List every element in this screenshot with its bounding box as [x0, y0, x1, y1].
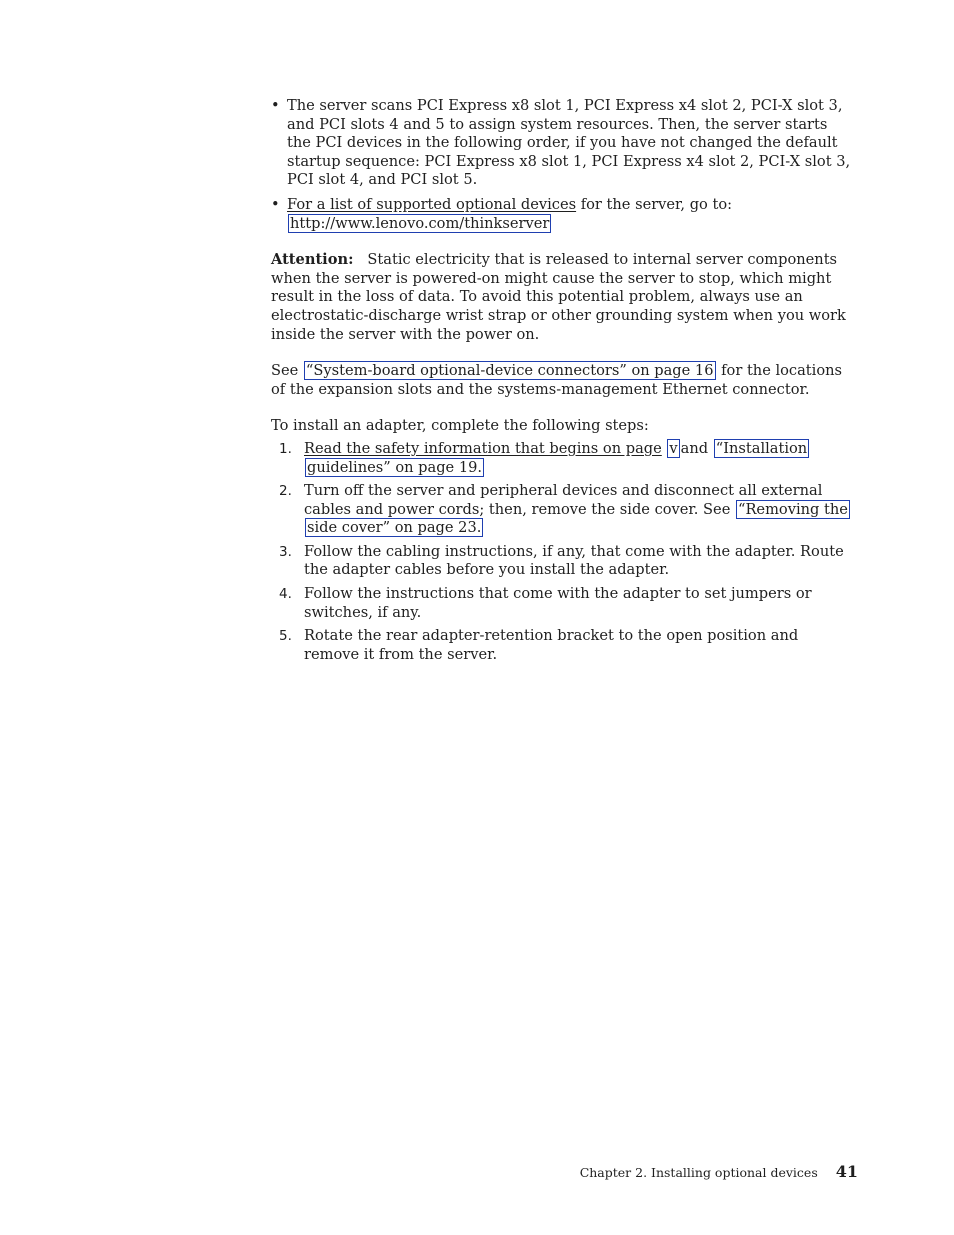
step-item: [271, 627, 855, 664]
see-paragraph: [271, 362, 855, 399]
attention-text: Static electricity that is released to internal server components when the server is powered-on might cause the server to stop, which might result in the loss of data. To avoid this potential problem, always use an electrostatic-discharge wrist strap or other grounding system when you work inside the server with the power on.: [271, 251, 846, 343]
step-text: Read the safety information that begins on page: [304, 439, 662, 457]
step-text: Follow the cabling instructions, if any, that come with the adapter. Route the adapter cables before you install the adapter.: [304, 542, 844, 579]
footer-chapter-title: Chapter 2. Installing optional devices: [579, 1165, 818, 1180]
bullet-list: [271, 97, 855, 233]
steps-list: [271, 440, 855, 665]
see-text-after: for the locations of the expansion slots and the systems-management Ethernet connector.: [271, 362, 843, 398]
step-item: [271, 482, 855, 538]
step-text: Turn off the server and peripheral devices and disconnect all external cables and power cords; then, remove the side cover. See: [304, 482, 823, 518]
attention-paragraph: [271, 251, 855, 344]
step-text: Rotate the rear adapter-retention bracket to the open position and remove it from the server.: [304, 627, 799, 663]
connectors-link[interactable]: “System-board optional-device connectors” on page 16: [305, 362, 714, 380]
step-text: Follow the instructions that come with the adapter to set jumpers or switches, if any.: [304, 585, 812, 621]
list-item: [271, 196, 855, 233]
step-item: [271, 543, 855, 580]
step-text: and: [680, 439, 709, 457]
see-text: See: [271, 362, 303, 380]
list-item: [271, 97, 855, 190]
thinkserver-link[interactable]: http://www.lenovo.com/thinkserver: [290, 214, 550, 232]
page-number: 41: [835, 1162, 858, 1181]
step-number: 5.: [279, 628, 292, 645]
page-body: [271, 97, 855, 669]
step-number: 1.: [279, 440, 292, 457]
bullet-text: for the server, go to:: [576, 195, 733, 213]
step-number: 3.: [279, 543, 292, 560]
page-v-link[interactable]: v: [669, 439, 678, 457]
optional-devices-text: For a list of supported optional devices: [287, 195, 577, 213]
bullet-marker: •: [271, 97, 280, 114]
page-footer: [580, 1162, 858, 1181]
steps-intro: To install an adapter, complete the following steps:: [271, 417, 649, 435]
step-item: [271, 585, 855, 622]
installation-guidelines-link[interactable]: “Installation guidelines” on page 19.: [307, 439, 808, 476]
step-item: [271, 440, 855, 477]
removing-side-cover-link[interactable]: “Removing the side cover” on page 23.: [307, 500, 848, 537]
bullet-marker: •: [271, 195, 280, 213]
step-number: 4.: [279, 586, 292, 603]
step-number: 2.: [279, 483, 292, 500]
attention-label: Attention:: [271, 251, 354, 269]
bullet-text: The server scans PCI Express x8 slot 1, PCI Express x4 slot 2, PCI-X slot 3, and PCI slots 4 and 5 to assign system resources. Then, the server starts the PCI devices in the following order, if you have not changed the default startup sequence: PCI Express x8 slot 1, PCI Express x4 slot 2, PCI-X slot 3, PCI slot 4, and PCI slot 5.: [287, 97, 851, 189]
